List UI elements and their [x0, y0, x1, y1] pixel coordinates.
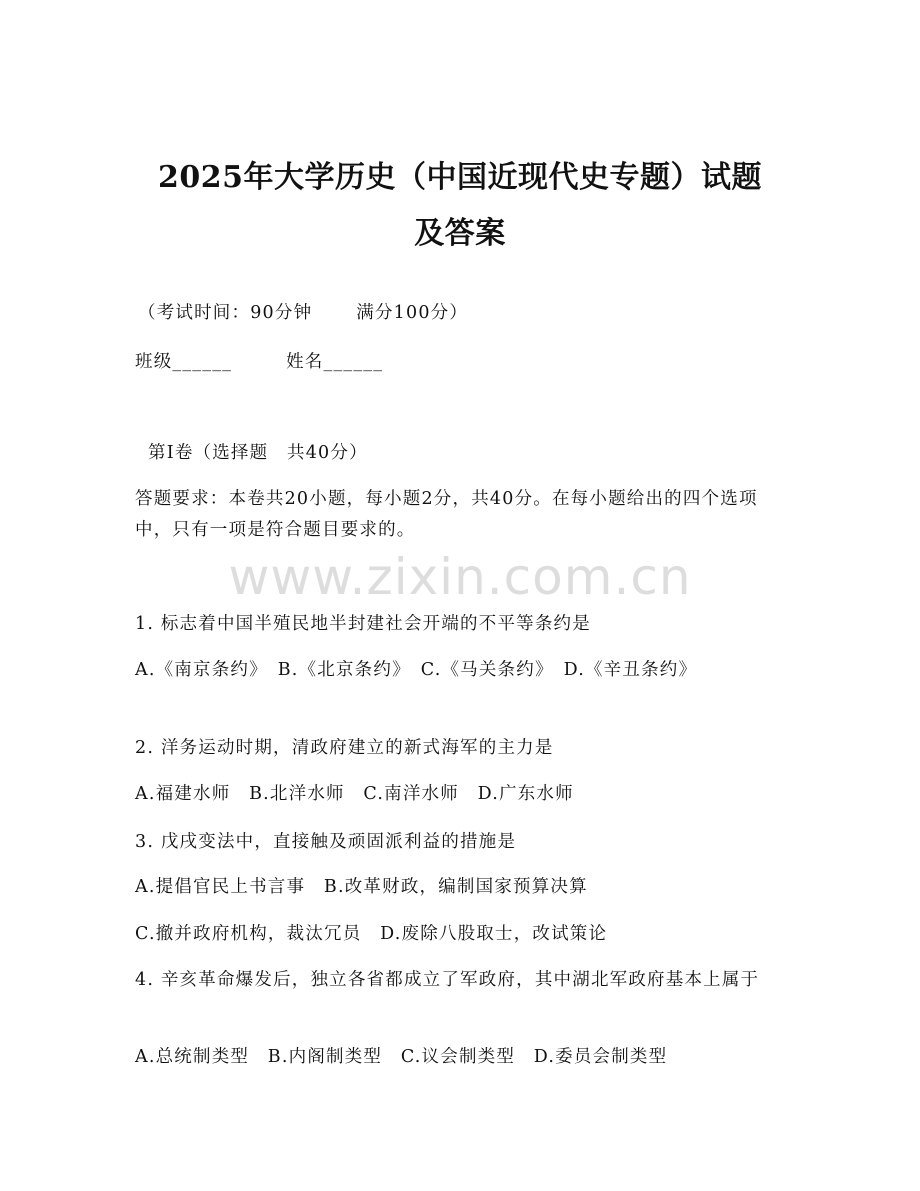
question-4-options: A.总统制类型 B.内阁制类型 C.议会制类型 D.委员会制类型: [135, 1047, 668, 1067]
question-1-options: A.《南京条约》 B.《北京条约》 C.《马关条约》 D.《辛丑条约》: [135, 660, 698, 680]
title-line-1: 2025年大学历史（中国近现代史专题）试题: [158, 160, 762, 195]
question-2-stem: 2. 洋务运动时期，清政府建立的新式海军的主力是: [135, 738, 554, 758]
question-2-options: A.福建水师 B.北洋水师 C.南洋水师 D.广东水师: [135, 784, 574, 804]
document-title: [100, 150, 820, 262]
exam-info: [138, 298, 468, 328]
class-field: 班级______: [135, 352, 233, 372]
question-3-options-line-1: A.提倡官民上书言事 B.改革财政，编制国家预算决算: [135, 877, 588, 897]
section-title: 第Ⅰ卷（选择题 共40分）: [148, 443, 368, 463]
question-1-stem: 1. 标志着中国半殖民地半封建社会开端的不平等条约是: [135, 614, 591, 634]
exam-time: （考试时间：90分钟: [138, 303, 313, 323]
question-3-stem: 3. 戊戌变法中，直接触及顽固派利益的措施是: [135, 832, 517, 852]
student-info: [135, 347, 383, 377]
watermark: www.zixin.com.cn: [228, 548, 692, 606]
exam-score: 满分100分）: [356, 303, 469, 323]
question-4-stem: 4. 辛亥革命爆发后，独立各省都成立了军政府，其中湖北军政府基本上属于: [135, 970, 760, 990]
section-instructions: 答题要求：本卷共20小题，每小题2分，共40分。在每小题给出的四个选项中，只有一项是符合题目要求的。: [135, 489, 758, 540]
title-line-2: 及答案: [414, 216, 506, 251]
name-field: 姓名______: [286, 352, 384, 372]
question-3-options-line-2: C.撤并政府机构，裁汰冗员 D.废除八股取士，改试策论: [135, 924, 608, 944]
